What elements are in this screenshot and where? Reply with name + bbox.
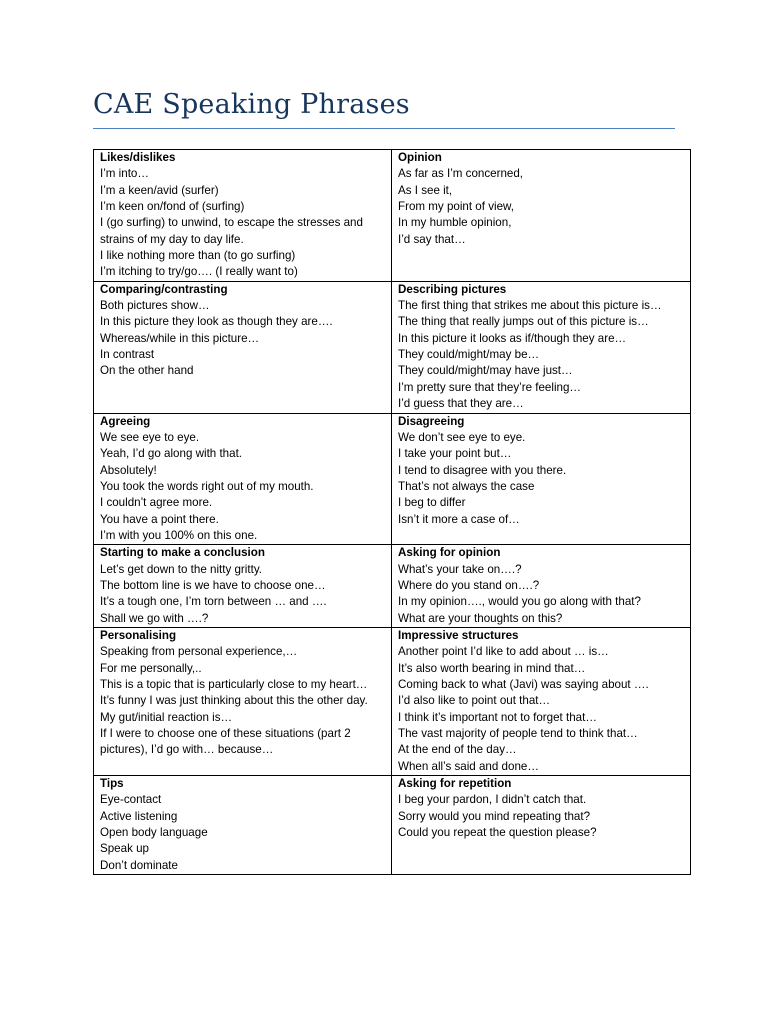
list-item: That’s not always the case xyxy=(398,479,535,493)
section-heading: Starting to make a conclusion xyxy=(100,546,265,560)
list-item: I take your point but… xyxy=(398,447,512,461)
list-item: We see eye to eye. xyxy=(100,430,200,444)
list-item: I’d say that… xyxy=(398,232,466,246)
section-heading: Asking for opinion xyxy=(398,546,501,560)
phrases-table xyxy=(93,149,691,875)
table-cell-likes-dislikes xyxy=(94,150,392,282)
list-item: On the other hand xyxy=(100,364,194,378)
list-item: The vast majority of people tend to think that… xyxy=(398,727,638,741)
list-item: I’m keen on/fond of (surfing) xyxy=(100,200,245,214)
table-cell-describing-pictures xyxy=(392,281,691,413)
list-item: I beg your pardon, I didn’t catch that. xyxy=(398,793,587,807)
list-item: Active listening xyxy=(100,809,178,823)
table-cell-agreeing xyxy=(94,413,392,545)
list-item: In my opinion…., would you go along with that? xyxy=(398,595,641,609)
table-cell-asking-for-opinion xyxy=(392,545,691,628)
list-item: From my point of view, xyxy=(398,200,514,214)
list-item: In this picture it looks as if/though they are… xyxy=(398,331,627,345)
list-item: I’d also like to point out that… xyxy=(398,694,551,708)
list-item: The first thing that strikes me about this picture is… xyxy=(398,299,662,313)
list-item: When all’s said and done… xyxy=(398,759,539,773)
table-row xyxy=(94,281,691,413)
list-item: What are your thoughts on this? xyxy=(398,611,563,625)
list-item: In this picture they look as though they are…. xyxy=(100,315,333,329)
list-item: As I see it, xyxy=(398,183,453,197)
list-item: Could you repeat the question please? xyxy=(398,826,597,840)
phrase-list xyxy=(100,298,387,380)
list-item: It’s also worth bearing in mind that… xyxy=(398,661,586,675)
section-heading: Agreeing xyxy=(100,414,151,428)
list-item: You have a point there. xyxy=(100,512,219,526)
section-heading: Describing pictures xyxy=(398,282,507,296)
section-heading: Tips xyxy=(100,777,124,791)
list-item: We don’t see eye to eye. xyxy=(398,430,526,444)
phrase-list xyxy=(100,430,387,544)
list-item: Isn’t it more a case of… xyxy=(398,512,520,526)
list-item: I’d guess that they are… xyxy=(398,397,524,411)
list-item: I (go surfing) to unwind, to escape the stresses and strains of my day to day life. xyxy=(100,216,363,246)
section-heading: Comparing/contrasting xyxy=(100,282,228,296)
list-item: What’s your take on….? xyxy=(398,562,522,576)
list-item: It’s funny I was just thinking about this the other day. xyxy=(100,694,368,708)
phrase-list xyxy=(398,562,686,627)
list-item: I’m with you 100% on this one. xyxy=(100,528,258,542)
section-heading: Disagreeing xyxy=(398,414,465,428)
list-item: It’s a tough one, I’m torn between … and …. xyxy=(100,595,327,609)
table-cell-opinion xyxy=(392,150,691,282)
phrase-list xyxy=(398,644,686,775)
table-cell-personalising xyxy=(94,627,392,775)
list-item: As far as I’m concerned, xyxy=(398,167,524,181)
table-row xyxy=(94,150,691,282)
phrase-list xyxy=(100,562,387,627)
table-cell-tips xyxy=(94,776,392,875)
list-item: You took the words right out of my mouth. xyxy=(100,479,314,493)
list-item: I’m into… xyxy=(100,167,149,181)
list-item: Where do you stand on….? xyxy=(398,578,540,592)
list-item: Whereas/while in this picture… xyxy=(100,331,260,345)
section-heading: Asking for repetition xyxy=(398,777,512,791)
list-item: They could/might/may be… xyxy=(398,348,540,362)
list-item: I beg to differ xyxy=(398,496,466,510)
list-item: Absolutely! xyxy=(100,463,157,477)
list-item: I couldn’t agree more. xyxy=(100,496,213,510)
table-cell-disagreeing xyxy=(392,413,691,545)
phrase-list xyxy=(398,166,686,248)
phrase-list xyxy=(100,792,387,874)
list-item: In contrast xyxy=(100,348,155,362)
list-item: Let’s get down to the nitty gritty. xyxy=(100,562,262,576)
title-underline xyxy=(93,128,675,129)
list-item: Yeah, I’d go along with that. xyxy=(100,447,243,461)
table-cell-starting-conclusion xyxy=(94,545,392,628)
list-item: Eye-contact xyxy=(100,793,162,807)
list-item: I’m pretty sure that they’re feeling… xyxy=(398,380,582,394)
list-item: The thing that really jumps out of this picture is… xyxy=(398,315,649,329)
list-item: I think it’s important not to forget that… xyxy=(398,710,597,724)
list-item: Open body language xyxy=(100,826,208,840)
list-item: At the end of the day… xyxy=(398,743,517,757)
list-item: If I were to choose one of these situations (part 2 pictures), I’d go with… because… xyxy=(100,727,351,757)
list-item: Speaking from personal experience,… xyxy=(100,645,298,659)
list-item: Don’t dominate xyxy=(100,858,178,872)
phrase-list xyxy=(100,166,387,280)
list-item: Speak up xyxy=(100,842,149,856)
list-item: My gut/initial reaction is… xyxy=(100,710,233,724)
phrase-list xyxy=(100,644,387,758)
phrase-list xyxy=(398,298,686,412)
list-item: The bottom line is we have to choose one… xyxy=(100,578,326,592)
list-item: I tend to disagree with you there. xyxy=(398,463,567,477)
list-item: For me personally,.. xyxy=(100,661,202,675)
list-item: Coming back to what (Javi) was saying about …. xyxy=(398,678,649,691)
list-item: Sorry would you mind repeating that? xyxy=(398,809,591,823)
list-item: Shall we go with ….? xyxy=(100,611,209,625)
list-item: I like nothing more than (to go surfing) xyxy=(100,249,296,263)
phrase-list xyxy=(398,430,686,528)
list-item: This is a topic that is particularly close to my heart… xyxy=(100,678,368,691)
table-cell-impressive-structures xyxy=(392,627,691,775)
table-row xyxy=(94,545,691,628)
table-row xyxy=(94,627,691,775)
section-heading: Impressive structures xyxy=(398,628,519,642)
table-row xyxy=(94,413,691,545)
list-item: I’m a keen/avid (surfer) xyxy=(100,183,219,197)
table-cell-asking-for-repetition xyxy=(392,776,691,875)
phrase-list xyxy=(398,792,686,841)
section-heading: Personalising xyxy=(100,628,177,642)
list-item: I’m itching to try/go…. (I really want to) xyxy=(100,265,298,279)
table-cell-comparing-contrasting xyxy=(94,281,392,413)
list-item: Another point I’d like to add about … is… xyxy=(398,645,609,659)
document-title: CAE Speaking Phrases xyxy=(93,89,410,120)
table-row xyxy=(94,776,691,875)
section-heading: Opinion xyxy=(398,151,442,164)
list-item: Both pictures show… xyxy=(100,299,210,313)
section-heading: Likes/dislikes xyxy=(100,151,176,164)
list-item: They could/might/may have just… xyxy=(398,364,573,378)
list-item: In my humble opinion, xyxy=(398,216,512,230)
